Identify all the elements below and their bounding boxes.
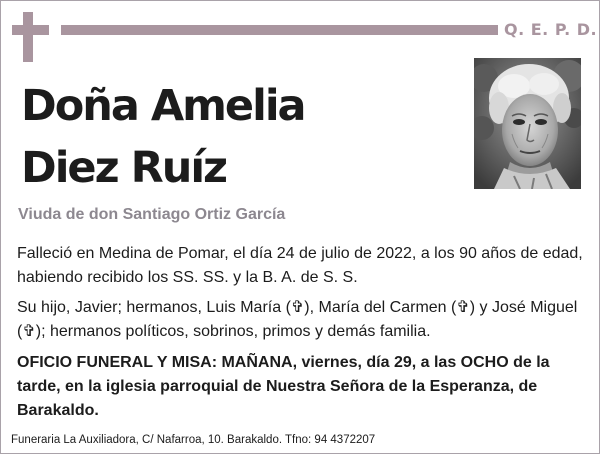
deceased-name-line1: Doña Amelia	[21, 81, 305, 131]
death-announcement-paragraph: Falleció en Medina de Pomar, el día 24 de julio de 2022, a los 90 años de edad, habiendo recibido los SS. SS. y la B. A. de S. S.	[17, 245, 583, 286]
widow-of-line: Viuda de don Santiago Ortiz García	[18, 206, 286, 223]
cross-icon-horizontal	[12, 25, 49, 35]
header-rule	[61, 25, 498, 35]
deceased-name-line2: Diez Ruíz	[21, 143, 227, 193]
qepd-label: Q. E. P. D.	[504, 20, 598, 39]
deceased-portrait-photo	[474, 58, 581, 189]
funeral-mass-paragraph: OFICIO FUNERAL Y MISA: MAÑANA, viernes, día 29, a las OCHO de la tarde, en la iglesia parroquial de Nuestra Señora de la Esperanza, de Barakaldo.	[17, 354, 550, 419]
funeral-home-footer: Funeraria La Auxiliadora, C/ Nafarroa, 10. Barakaldo. Tfno: 94 4372207	[11, 434, 376, 446]
family-paragraph: Su hijo, Javier; hermanos, Luis María (✞), María del Carmen (✞) y José Miguel (✞); hermanos políticos, sobrinos, primos y demás familia.	[17, 299, 578, 340]
cross-icon-vertical	[23, 12, 33, 62]
